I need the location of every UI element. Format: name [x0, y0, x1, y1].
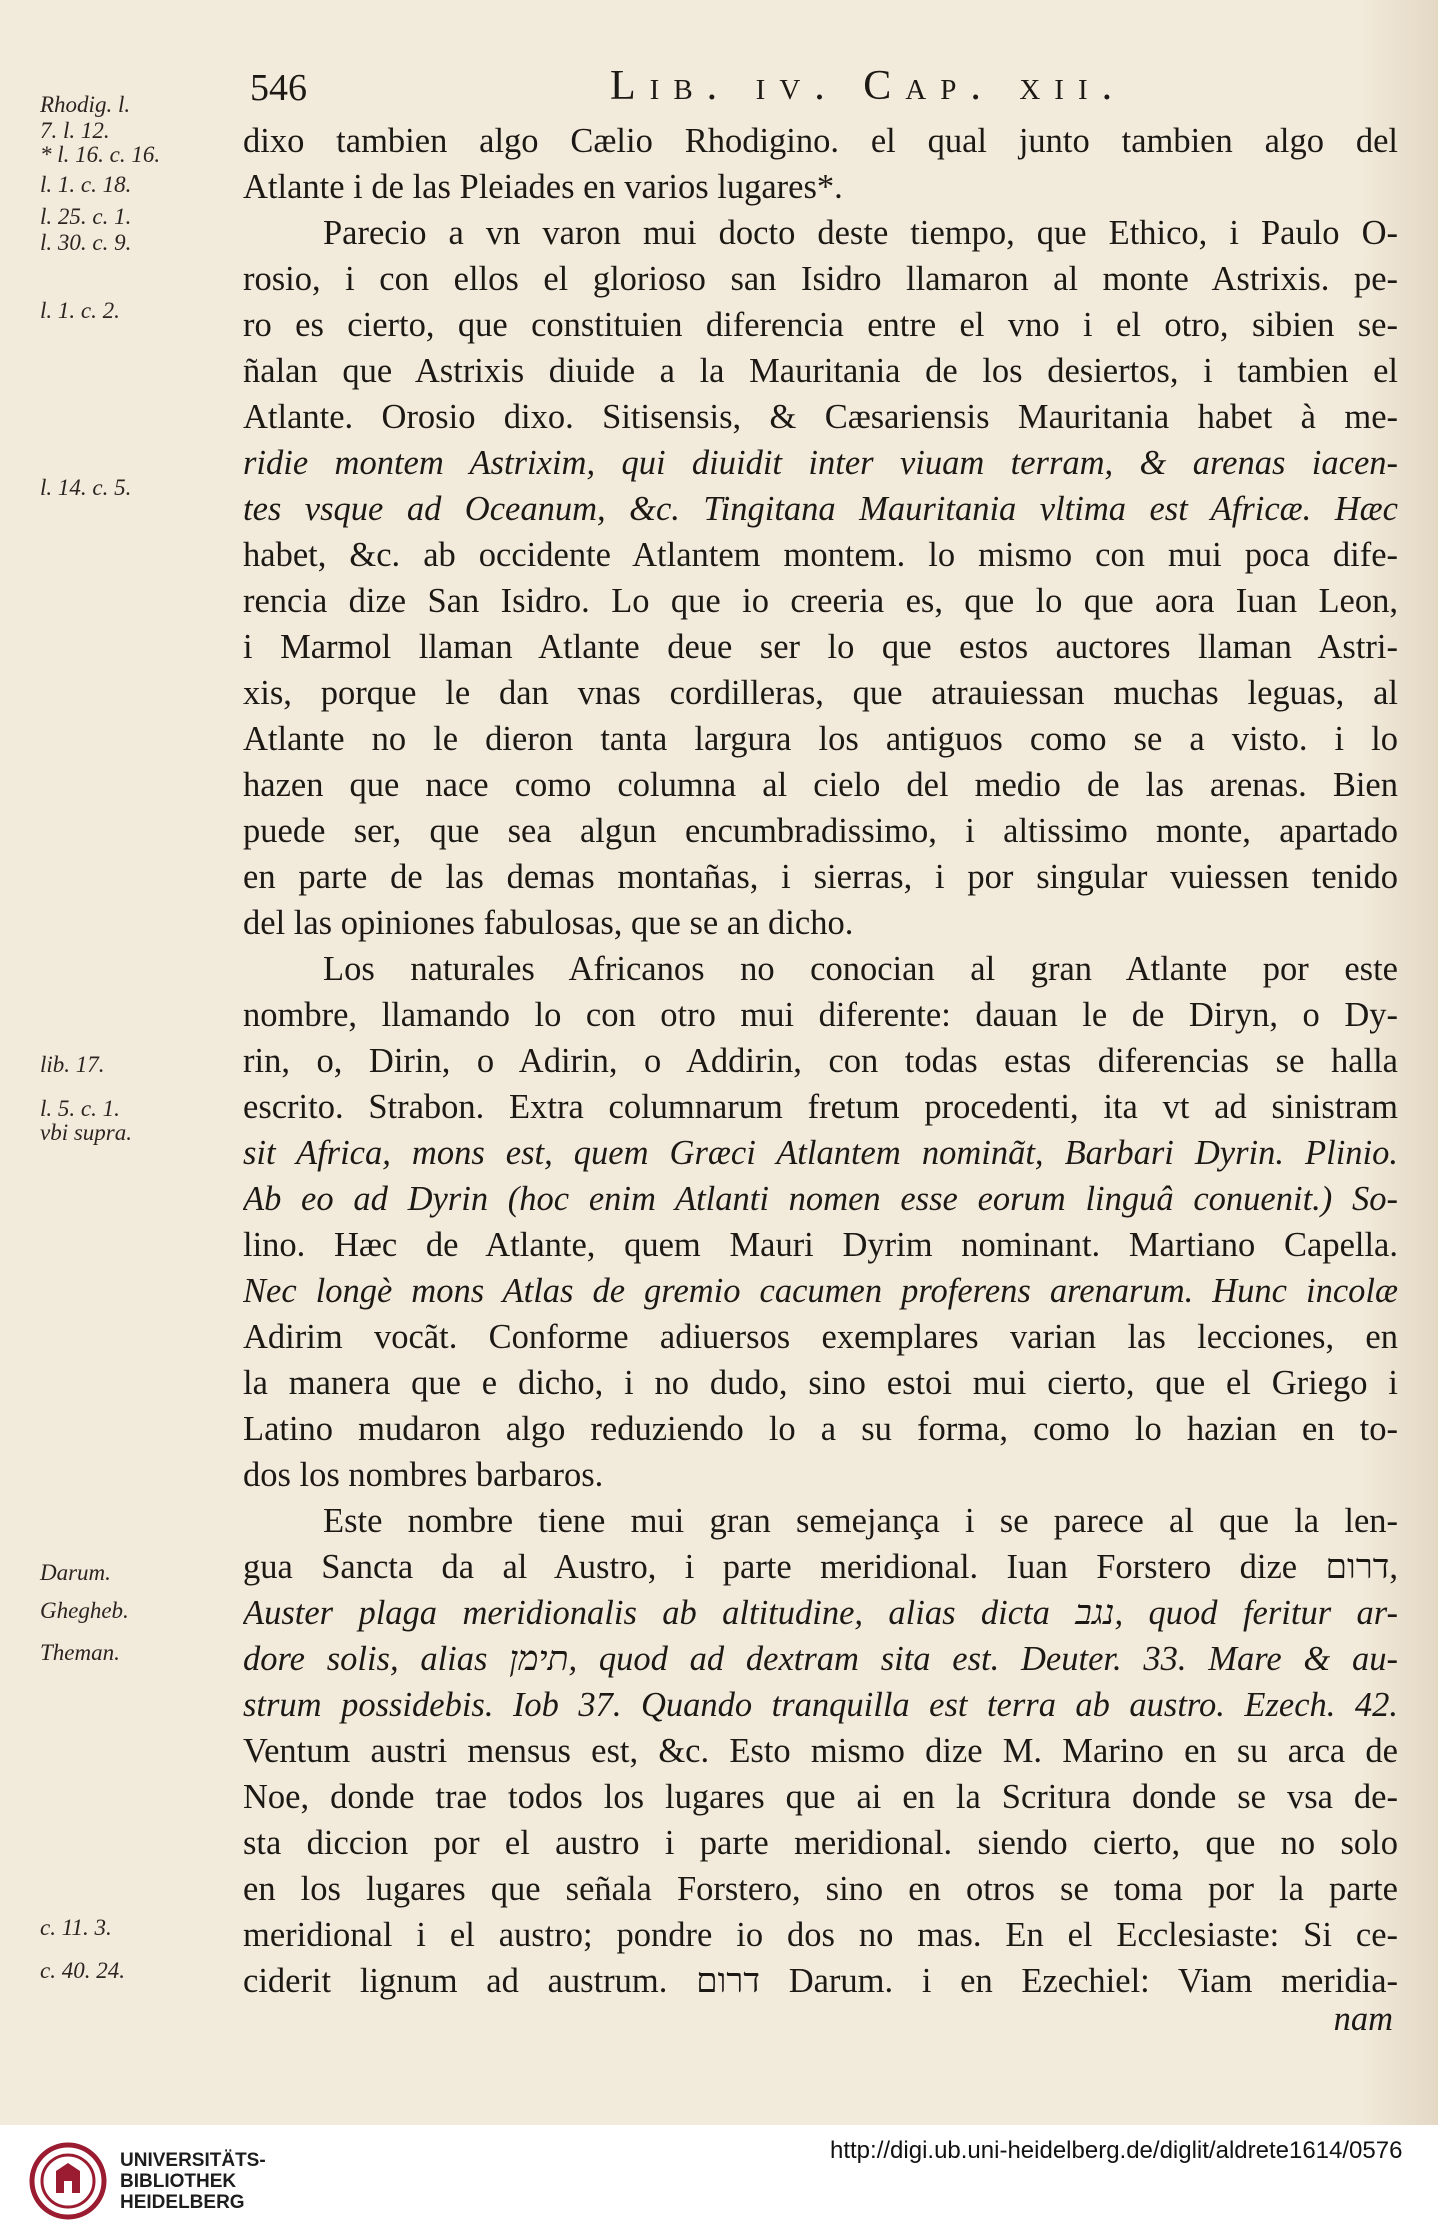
page-header	[250, 62, 1380, 112]
text-line: Atlante i de las Pleiades en varios lugares*.	[243, 168, 843, 206]
margin-note: Rhodig. l.	[40, 92, 131, 117]
text-line: lino. Hæc de Atlante, quem Mauri Dyrim nominant. Martiano Capella.	[243, 1226, 1398, 1264]
text-line: ñalan que Astrixis diuide a la Mauritania de los desiertos, i tambien el	[243, 352, 1398, 390]
text-line: Adirim vocãt. Conforme adiuersos exemplares varian las lecciones, en	[243, 1318, 1398, 1356]
margin-notes	[40, 0, 230, 2000]
text-line: Atlante no le dieron tanta largura los antiguos como se a visto. i lo	[243, 720, 1398, 758]
text-line: gua Sancta da al Austro, i parte meridional. Iuan Forstero dize דרום,	[243, 1548, 1398, 1586]
text-line: rin, o, Dirin, o Adirin, o Addirin, con todas estas diferencias se halla	[243, 1042, 1398, 1080]
text-line: ciderit lignum ad austrum. דרום Darum. i en Ezechiel: Viam meridia-	[243, 1962, 1398, 2000]
margin-note: Ghegheb.	[40, 1598, 129, 1623]
text-line: tes vsque ad Oceanum, &c. Tingitana Mauritania vltima est Africæ. Hæc	[243, 490, 1398, 528]
text-line: en los lugares que señala Forstero, sino en otros se toma por la parte	[243, 1870, 1398, 1908]
text-line: dos los nombres barbaros.	[243, 1456, 604, 1494]
library-name-line: UNIVERSITÄTS-	[120, 2150, 266, 2171]
text-line: sit Africa, mons est, quem Græci Atlantem nominãt, Barbari Dyrin. Plinio.	[243, 1134, 1398, 1172]
text-line: ridie montem Astrixim, qui diuidit inter viuam terram, & arenas iacen-	[243, 444, 1398, 482]
margin-note: c. 40. 24.	[40, 1958, 125, 1983]
text-line: rencia dize San Isidro. Lo que io creeria es, que lo que aora Iuan Leon,	[243, 582, 1398, 620]
library-name-line: BIBLIOTHEK	[120, 2171, 237, 2192]
margin-note: l. 5. c. 1.	[40, 1096, 120, 1121]
text-line: Latino mudaron algo reduziendo lo a su forma, como lo hazian en to-	[243, 1410, 1398, 1448]
margin-note: Darum.	[40, 1560, 111, 1585]
library-name-line: HEIDELBERG	[120, 2192, 245, 2213]
text-line: rosio, i con ellos el glorioso san Isidro llamaron al monte Astrixis. pe-	[243, 260, 1398, 298]
margin-note: l. 14. c. 5.	[40, 475, 132, 500]
text-line: sta diccion por el austro i parte meridional. siendo cierto, que no solo	[243, 1824, 1398, 1862]
catchword: nam	[1333, 2000, 1393, 2038]
margin-note: l. 1. c. 18.	[40, 172, 132, 197]
text-line: Ab eo ad Dyrin (hoc enim Atlanti nomen esse eorum linguâ conuenit.) So-	[243, 1180, 1398, 1218]
text-line: puede ser, que sea algun encumbradissimo, i altissimo monte, apartado	[243, 812, 1398, 850]
library-name	[120, 2150, 266, 2213]
page-number: 546	[250, 67, 307, 109]
text-line: ro es cierto, que constituien diferencia entre el vno i el otro, sibien se-	[243, 306, 1398, 344]
text-line: dixo tambien algo Cælio Rhodigino. el qual junto tambien algo del	[243, 122, 1398, 160]
margin-note: vbi supra.	[40, 1120, 132, 1145]
margin-note: c. 11. 3.	[40, 1915, 112, 1940]
text-line: meridional i el austro; pondre io dos no mas. En el Ecclesiaste: Si ce-	[243, 1916, 1398, 1954]
text-line: Los naturales Africanos no conocian al gran Atlante por este	[323, 950, 1398, 988]
text-line: Este nombre tiene mui gran semejança i se parece al que la len-	[323, 1502, 1398, 1540]
margin-note: l. 30. c. 9.	[40, 230, 132, 255]
text-line: nombre, llamando lo con otro mui diferente: dauan le de Diryn, o Dy-	[243, 996, 1398, 1034]
running-title: Lib. iv. Cap. xii.	[610, 63, 1127, 109]
university-seal-icon	[28, 2141, 108, 2221]
margin-note: l. 1. c. 2.	[40, 298, 120, 323]
margin-note: * l. 16. c. 16.	[40, 142, 161, 167]
margin-note: l. 25. c. 1.	[40, 204, 132, 229]
text-line: Nec longè mons Atlas de gremio cacumen proferens arenarum. Hunc incolæ	[243, 1272, 1398, 1310]
text-line: Parecio a vn varon mui docto deste tiempo, que Ethico, i Paulo O-	[323, 214, 1398, 252]
text-line: Atlante. Orosio dixo. Sitisensis, & Cæsariensis Mauritania habet à me-	[243, 398, 1398, 436]
text-line: Noe, donde trae todos los lugares que ai en la Scritura donde se vsa de-	[243, 1778, 1398, 1816]
text-line: la manera que e dicho, i no dudo, sino estoi mui cierto, que el Griego i	[243, 1364, 1398, 1402]
text-line: dore solis, alias תימן, quod ad dextram sita est. Deuter. 33. Mare & au-	[243, 1640, 1398, 1678]
text-line: xis, porque le dan vnas cordilleras, que atrauiessan muchas leguas, al	[243, 674, 1398, 712]
permalink-url[interactable]: http://digi.ub.uni-heidelberg.de/diglit/aldrete1614/0576	[830, 2137, 1403, 2164]
margin-note: lib. 17.	[40, 1052, 105, 1077]
margin-note: Theman.	[40, 1640, 120, 1665]
text-line: hazen que nace como columna al cielo del medio de las arenas. Bien	[243, 766, 1398, 804]
text-line: Auster plaga meridionalis ab altitudine, alias dicta נגב, quod feritur ar-	[243, 1594, 1398, 1632]
text-line: del las opiniones fabulosas, que se an dicho.	[243, 904, 854, 942]
body-text	[243, 122, 1408, 2072]
text-line: en parte de las demas montañas, i sierras, i por singular vuiessen tenido	[243, 858, 1398, 896]
text-line: escrito. Strabon. Extra columnarum fretum procedenti, ita vt ad sinistram	[243, 1088, 1398, 1126]
text-line: Ventum austri mensus est, &c. Esto mismo dize M. Marino en su arca de	[243, 1732, 1398, 1770]
text-line: habet, &c. ab occidente Atlantem montem. lo mismo con mui poca dife-	[243, 536, 1398, 574]
margin-note: 7. l. 12.	[40, 118, 110, 143]
library-footer	[0, 2125, 1438, 2235]
text-line: i Marmol llaman Atlante deue ser lo que estos auctores llaman Astri-	[243, 628, 1398, 666]
text-line: strum possidebis. Iob 37. Quando tranquilla est terra ab austro. Ezech. 42.	[243, 1686, 1398, 1724]
